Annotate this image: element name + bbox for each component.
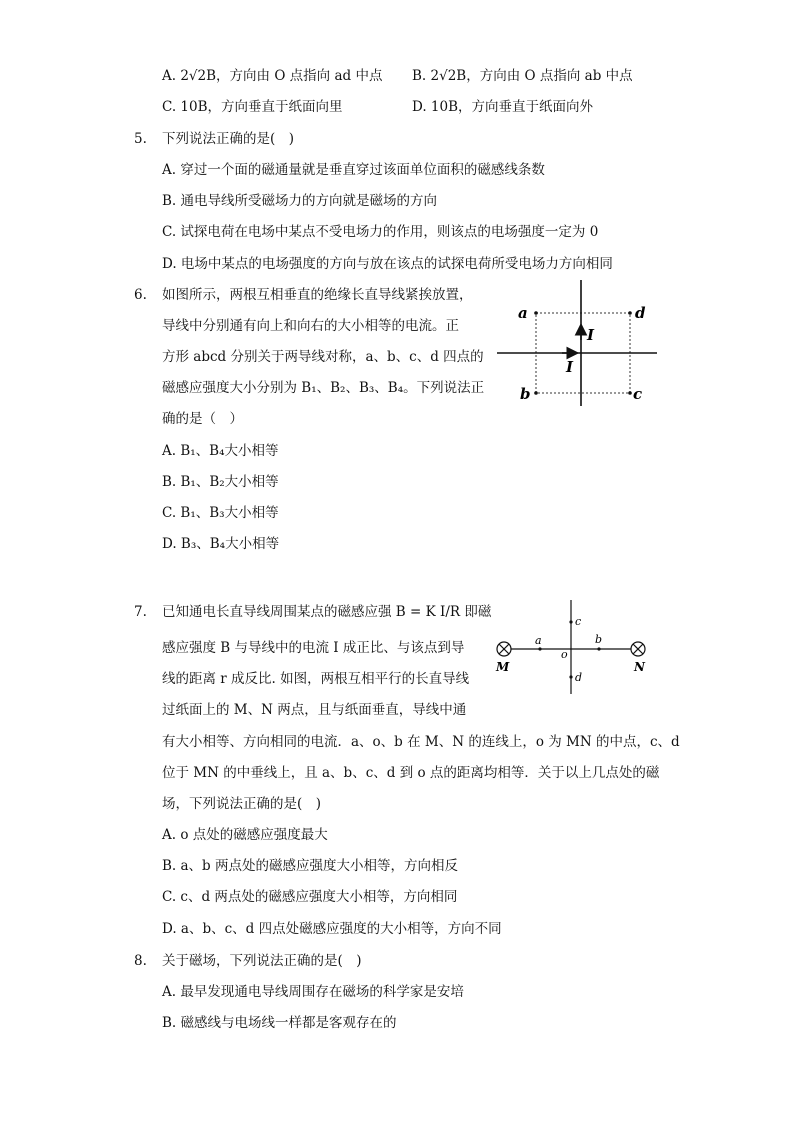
q7-label-a: a bbox=[535, 634, 542, 647]
q6-label-a: a bbox=[518, 304, 528, 322]
q6-stem-line5: 确的是（ ） bbox=[162, 411, 243, 427]
q7-stem-line2: 感应强度 B 与导线中的电流 I 成正比、与该点到导 bbox=[162, 640, 465, 656]
q8-option-b: B. 磁感线与电场线一样都是客观存在的 bbox=[162, 1015, 397, 1031]
q7-option-d: D. a、b、c、d 四点处磁感应强度的大小相等，方向不同 bbox=[162, 921, 502, 937]
q6-label-b: b bbox=[520, 385, 531, 403]
q7-label-M: M bbox=[496, 660, 510, 674]
q6-stem-line1: 如图所示，两根互相垂直的绝缘长直导线紧挨放置， bbox=[162, 287, 473, 303]
q7-label-o: o bbox=[561, 648, 568, 661]
q7-label-d: d bbox=[575, 671, 583, 684]
q4-option-d: D. 10B，方向垂直于纸面向外 bbox=[412, 99, 594, 115]
q8-stem: 关于磁场，下列说法正确的是( ) bbox=[162, 953, 362, 969]
q7-option-a: A. o 点处的磁感应强度最大 bbox=[162, 827, 328, 843]
q6-stem-line4: 磁感应强度大小分别为 B₁、B₂、B₃、B₄。下列说法正 bbox=[162, 380, 485, 396]
q7-stem-line5: 有大小相等、方向相同的电流．a、o、b 在 M、N 的连线上，o 为 MN 的中点，c、d bbox=[162, 734, 680, 750]
q7-figure bbox=[490, 598, 656, 698]
q8-option-a: A. 最早发现通电导线周围存在磁场的科学家是安培 bbox=[162, 984, 464, 1000]
q5-option-a: A. 穿过一个面的磁通量就是垂直穿过该面单位面积的磁感线条数 bbox=[162, 162, 545, 178]
q8-number: 8. bbox=[134, 953, 147, 969]
q6-number: 6. bbox=[134, 287, 147, 303]
q7-label-b: b bbox=[595, 633, 603, 646]
q7-wire-m-icon bbox=[497, 642, 511, 656]
q6-label-current-right: I bbox=[566, 358, 574, 376]
q7-label-c: c bbox=[575, 615, 582, 628]
q6-option-b: B. B₁、B₂大小相等 bbox=[162, 474, 279, 490]
q7-stem-line4: 过纸面上的 M、N 两点，且与纸面垂直，导线中通 bbox=[162, 702, 467, 718]
q5-option-b: B. 通电导线所受磁场力的方向就是磁场的方向 bbox=[162, 193, 438, 209]
q4-option-c: C. 10B，方向垂直于纸面向里 bbox=[162, 99, 343, 115]
q6-stem-line2: 导线中分别通有向上和向右的大小相等的电流。正 bbox=[162, 318, 459, 334]
q7-label-N: N bbox=[634, 660, 645, 674]
q7-stem-line1: 已知通电长直导线周围某点的磁感应强 B = K I/R 即磁 bbox=[162, 604, 492, 620]
q7-number: 7. bbox=[134, 604, 147, 620]
q7-stem-line7: 场，下列说法正确的是( ) bbox=[162, 796, 322, 812]
q6-label-current-up: I bbox=[587, 326, 595, 344]
q6-option-a: A. B₁、B₄大小相等 bbox=[162, 443, 279, 459]
q6-option-c: C. B₁、B₃大小相等 bbox=[162, 505, 279, 521]
q7-stem-line6: 位于 MN 的中垂线上，且 a、b、c、d 到 o 点的距离均相等．关于以上几点处的磁 bbox=[162, 765, 660, 781]
q4-option-a: A. 2√2B，方向由 O 点指向 ad 中点 bbox=[162, 68, 383, 84]
q5-number: 5. bbox=[134, 131, 147, 147]
q6-figure bbox=[494, 280, 664, 410]
q4-option-b: B. 2√2B，方向由 O 点指向 ab 中点 bbox=[412, 68, 633, 84]
q6-option-d: D. B₃、B₄大小相等 bbox=[162, 536, 280, 552]
q6-label-d: d bbox=[635, 304, 646, 322]
q5-stem: 下列说法正确的是( ) bbox=[162, 131, 295, 147]
q5-option-d: D. 电场中某点的电场强度的方向与放在该点的试探电荷所受电场力方向相同 bbox=[162, 256, 613, 272]
q7-option-c: C. c、d 两点处的磁感应强度大小相等，方向相同 bbox=[162, 889, 458, 905]
q7-option-b: B. a、b 两点处的磁感应强度大小相等，方向相反 bbox=[162, 858, 458, 874]
q6-label-c: c bbox=[633, 385, 643, 403]
q7-stem-line3: 线的距离 r 成反比. 如图，两根互相平行的长直导线 bbox=[162, 671, 470, 687]
q5-option-c: C. 试探电荷在电场中某点不受电场力的作用，则该点的电场强度一定为 0 bbox=[162, 224, 599, 240]
q7-wire-n-icon bbox=[631, 642, 645, 656]
q6-stem-line3: 方形 abcd 分别关于两导线对称，a、b、c、d 四点的 bbox=[162, 349, 484, 365]
